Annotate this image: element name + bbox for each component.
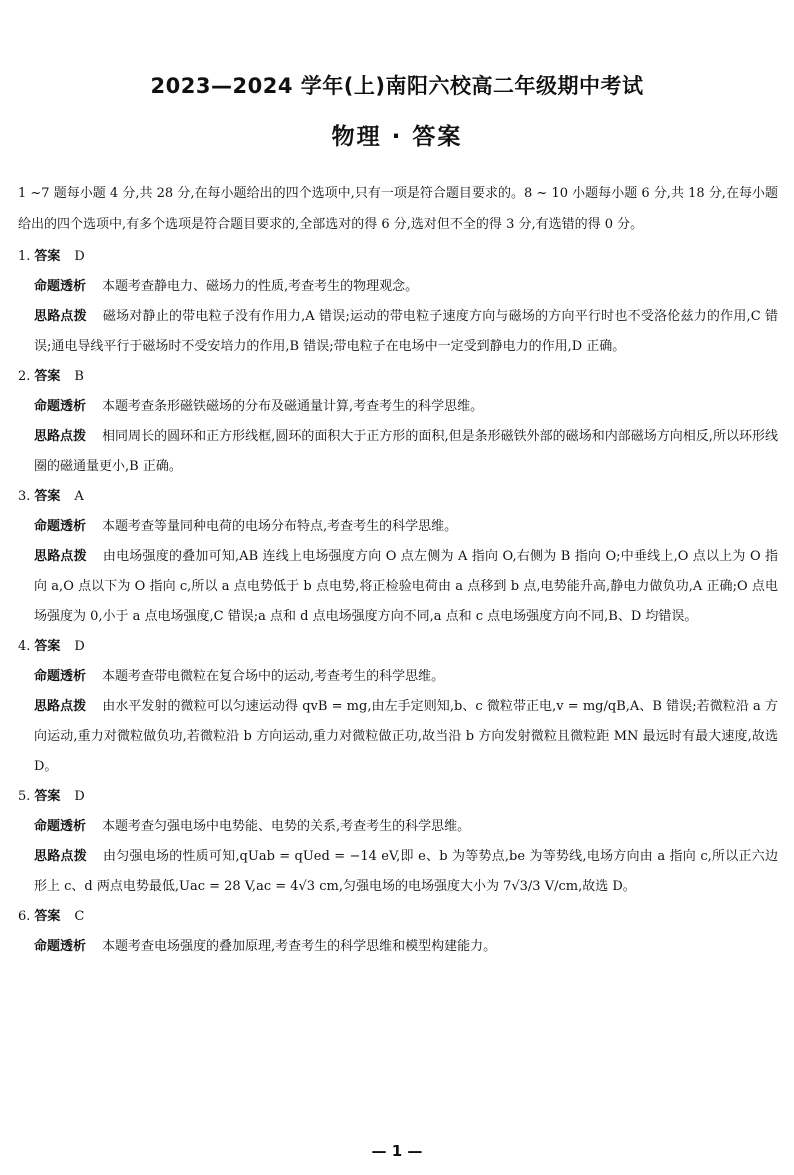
insight-label: 命题透析 — [34, 519, 87, 534]
insight-paragraph — [18, 932, 778, 962]
insight-label: 命题透析 — [34, 939, 87, 954]
answer-label: 答案 — [34, 369, 61, 384]
page-number: — 1 — — [371, 1142, 423, 1160]
hint-label: 思路点拨 — [34, 849, 87, 864]
hint-text: 相同周长的圆环和正方形线框,圆环的面积大于正方形的面积,但是条形磁铁外部的磁场和内部磁场方向相反,所以环形线圈的磁通量更小,B 正确。 — [34, 429, 778, 474]
hint-label: 思路点拨 — [34, 549, 87, 564]
answer-value: D — [74, 789, 85, 804]
insight-label: 命题透析 — [34, 819, 87, 834]
hint-paragraph — [18, 692, 778, 782]
content — [18, 178, 778, 962]
insight-text: 本题考查等量同种电荷的电场分布特点,考查考生的科学思维。 — [102, 519, 458, 534]
question-list — [18, 242, 778, 962]
answer-label: 答案 — [34, 639, 61, 654]
answer-value: A — [74, 489, 84, 504]
question-number: 3. — [18, 489, 31, 504]
insight-paragraph — [18, 392, 778, 422]
insight-paragraph — [18, 272, 778, 302]
answer-line — [18, 782, 778, 812]
answer-value: C — [74, 909, 85, 924]
insight-paragraph — [18, 662, 778, 692]
hint-label: 思路点拨 — [34, 699, 87, 714]
hint-paragraph — [18, 422, 778, 482]
insight-text: 本题考查带电微粒在复合场中的运动,考查考生的科学思维。 — [102, 669, 445, 684]
answer-label: 答案 — [34, 249, 61, 264]
answer-label: 答案 — [34, 489, 61, 504]
insight-paragraph — [18, 812, 778, 842]
answer-value: D — [74, 639, 85, 654]
insight-paragraph — [18, 512, 778, 542]
question-5 — [18, 782, 778, 902]
answer-line — [18, 242, 778, 272]
hint-label: 思路点拨 — [34, 429, 87, 444]
answer-line — [18, 362, 778, 392]
hint-text: 由电场强度的叠加可知,AB 连线上电场强度方向 O 点左侧为 A 指向 O,右侧为 B 指向 O;中垂线上,O 点以上为 O 指向 a,O 点以下为 O 指向 c,所以 a 点电势低于 b 点电势,将正检验电荷由 a 点移到 b 点,电势能升高,静电力做负功,A 正确;O 点电场强度为 0,小于 a 点电场强度,C 错误;a 点和 d 点电场强度方向不同,a 点和 c 点电场强度方向不同,B、D 均错误。 — [34, 549, 778, 624]
insight-label: 命题透析 — [34, 669, 87, 684]
question-3 — [18, 482, 778, 632]
hint-paragraph — [18, 542, 778, 632]
question-number: 4. — [18, 639, 31, 654]
hint-text: 由匀强电场的性质可知,qUab = qUed = −14 eV,即 e、b 为等势点,be 为等势线,电场方向由 a 指向 c,所以正六边形上 c、d 两点电势最低,Uac = 28 V,ac = 4√3 cm,匀强电场的电场强度大小为 7√3/3 V/cm,故选 D。 — [34, 849, 778, 894]
question-number: 1. — [18, 249, 31, 264]
page-subtitle: 物理 · 答案 — [331, 124, 463, 150]
page-title: 2023—2024 学年(上)南阳六校高二年级期中考试 — [150, 74, 644, 98]
insight-label: 命题透析 — [34, 279, 87, 294]
scoring-instructions: 1 ~7 题每小题 4 分,共 28 分,在每小题给出的四个选项中,只有一项是符合题目要求的。8 ~ 10 小题每小题 6 分,共 18 分,在每小题给出的四个选项中,有多个选项是符合题目要求的,全部选对的得 6 分,选对但不全的得 3 分,有选错的得 0 分。 — [18, 186, 778, 232]
insight-label: 命题透析 — [34, 399, 87, 414]
hint-text: 由水平发射的微粒可以匀速运动得 qvB = mg,由左手定则知,b、c 微粒带正电,v = mg/qB,A、B 错误;若微粒沿 a 方向运动,重力对微粒做负功,若微粒沿 b 方向运动,重力对微粒做正功,故当沿 b 方向发射微粒且微粒距 MN 最远时有最大速度,故选 D。 — [34, 699, 778, 774]
insight-text: 本题考查电场强度的叠加原理,考查考生的科学思维和模型构建能力。 — [102, 939, 497, 954]
answer-line — [18, 902, 778, 932]
question-6 — [18, 902, 778, 962]
answer-label: 答案 — [34, 909, 61, 924]
question-2 — [18, 362, 778, 482]
hint-label: 思路点拨 — [34, 309, 87, 324]
insight-text: 本题考查匀强电场中电势能、电势的关系,考查考生的科学思维。 — [102, 819, 471, 834]
insight-text: 本题考查静电力、磁场力的性质,考查考生的物理观念。 — [102, 279, 419, 294]
hint-paragraph — [18, 302, 778, 362]
insight-text: 本题考查条形磁铁磁场的分布及磁通量计算,考查考生的科学思维。 — [102, 399, 484, 414]
answer-line — [18, 632, 778, 662]
hint-text: 磁场对静止的带电粒子没有作用力,A 错误;运动的带电粒子速度方向与磁场的方向平行时也不受洛伦兹力的作用,C 错误;通电导线平行于磁场时不受安培力的作用,B 错误;带电粒子在电场中一定受到静电力的作用,D 正确。 — [34, 309, 778, 354]
question-number: 2. — [18, 369, 31, 384]
question-number: 6. — [18, 909, 31, 924]
answer-value: D — [74, 249, 85, 264]
answer-label: 答案 — [34, 789, 61, 804]
question-4 — [18, 632, 778, 782]
question-number: 5. — [18, 789, 31, 804]
answer-line — [18, 482, 778, 512]
hint-paragraph — [18, 842, 778, 902]
answer-value: B — [74, 369, 84, 384]
question-1 — [18, 242, 778, 362]
